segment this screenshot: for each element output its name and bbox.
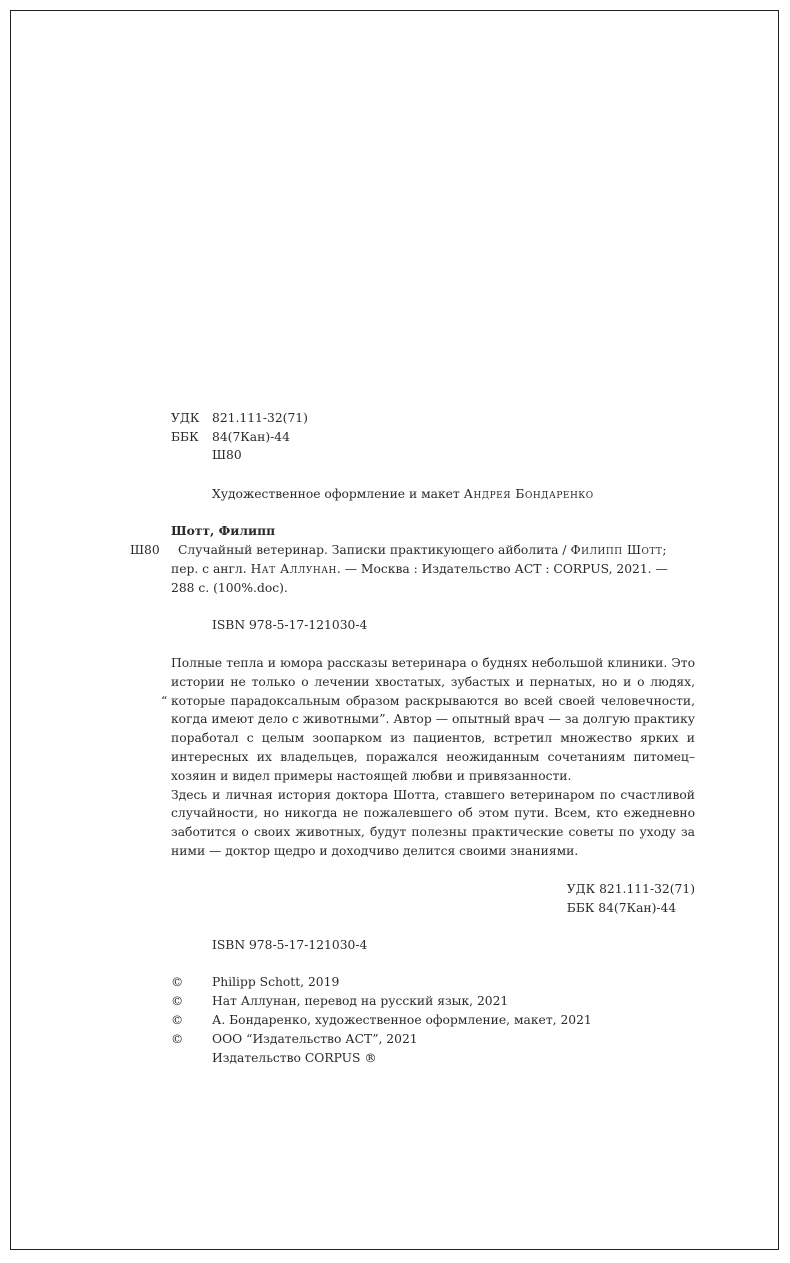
copyright-line xyxy=(0,992,790,1011)
design-credit-name: Андрея Бондаренко xyxy=(463,487,594,501)
publisher-imprint: Издательство CORPUS ® xyxy=(212,1051,377,1065)
udk-value: 821.111-32(71) xyxy=(212,411,308,425)
biblio-line1-end: ; xyxy=(662,543,667,557)
biblio-title: Случайный ветеринар. Записки практикующего айболита / xyxy=(178,543,571,557)
annotation-quote-mark: “ xyxy=(161,693,168,708)
annotation-para-1: Полные тепла и юмора рассказы ветеринара о буднях небольшой клиники. Это истории не только о лечении хвостатых, зубастых и пернатых, но и о людях, которые парадоксальным образом раскрываются во всей своей человечности, когда имеют дело с животными”. Автор — опытный врач — за долгую практику поработал с целым зоопарком из пациентов, встретил множество ярких и интересных их владельцев, поражался неожиданным сочетаниям питомец–хозяин и видел примеры настоящей любви и привязанности. xyxy=(171,656,695,783)
biblio-line-1 xyxy=(178,541,667,560)
udk-right: УДК 821.111-32(71) xyxy=(566,882,695,896)
copyright-line xyxy=(0,1049,790,1068)
copyright-symbol: © xyxy=(171,975,184,989)
biblio-line-2 xyxy=(171,560,668,579)
copyright-text: Philipp Schott, 2019 xyxy=(212,975,340,989)
bbk-value: 84(7Кан)-44 xyxy=(212,429,290,444)
biblio-translation: пер. с англ. xyxy=(171,562,251,576)
copyright-line xyxy=(0,1030,790,1049)
biblio-publisher: . — Москва : Издательство АСТ : CORPUS, 2021. — xyxy=(336,562,668,576)
copyright-line xyxy=(0,1011,790,1030)
copyright-block xyxy=(0,973,790,1068)
annotation-para-2: Здесь и личная история доктора Шотта, ставшего ветеринаром по счастливой случайности, но никогда не пожалевшего об этом пути. Всем, кто ежедневно заботится о своих животных, будут полезны практические советы по уходу за ними — доктор щедро и доходчиво делится своими знаниями. xyxy=(171,787,695,858)
copyright-text: А. Бондаренко, художественное оформление, макет, 2021 xyxy=(212,1013,592,1027)
annotation xyxy=(161,654,695,861)
classification-block xyxy=(0,409,790,465)
biblio-translator: Нат Аллунан xyxy=(250,562,337,576)
bbk-label: ББК xyxy=(171,429,199,444)
design-credit-text: Художественное оформление и макет xyxy=(212,487,464,501)
biblio-line-3: 288 с. (100%.doc). xyxy=(171,581,288,595)
isbn-top: ISBN 978-5-17-121030-4 xyxy=(212,618,368,632)
biblio-author: Филипп Шотт xyxy=(570,543,663,557)
copyright-line xyxy=(0,973,790,992)
isbn-bottom: ISBN 978-5-17-121030-4 xyxy=(212,938,368,952)
classification-right xyxy=(567,880,695,917)
copyright-text: Нат Аллунан, перевод на русский язык, 2021 xyxy=(212,994,509,1008)
copyright-symbol: © xyxy=(171,994,184,1008)
copyright-text: ООО “Издательство АСТ”, 2021 xyxy=(212,1032,418,1046)
catalog-code: Ш80 xyxy=(130,543,160,557)
copyright-symbol: © xyxy=(171,1032,184,1046)
design-credit xyxy=(212,485,594,504)
author-heading: Шотт, Филипп xyxy=(171,523,276,538)
author-sign: Ш80 xyxy=(212,448,242,463)
bbk-right: ББК 84(7Кан)-44 xyxy=(566,900,677,915)
udk-label: УДК xyxy=(171,411,200,425)
copyright-symbol: © xyxy=(171,1013,184,1027)
